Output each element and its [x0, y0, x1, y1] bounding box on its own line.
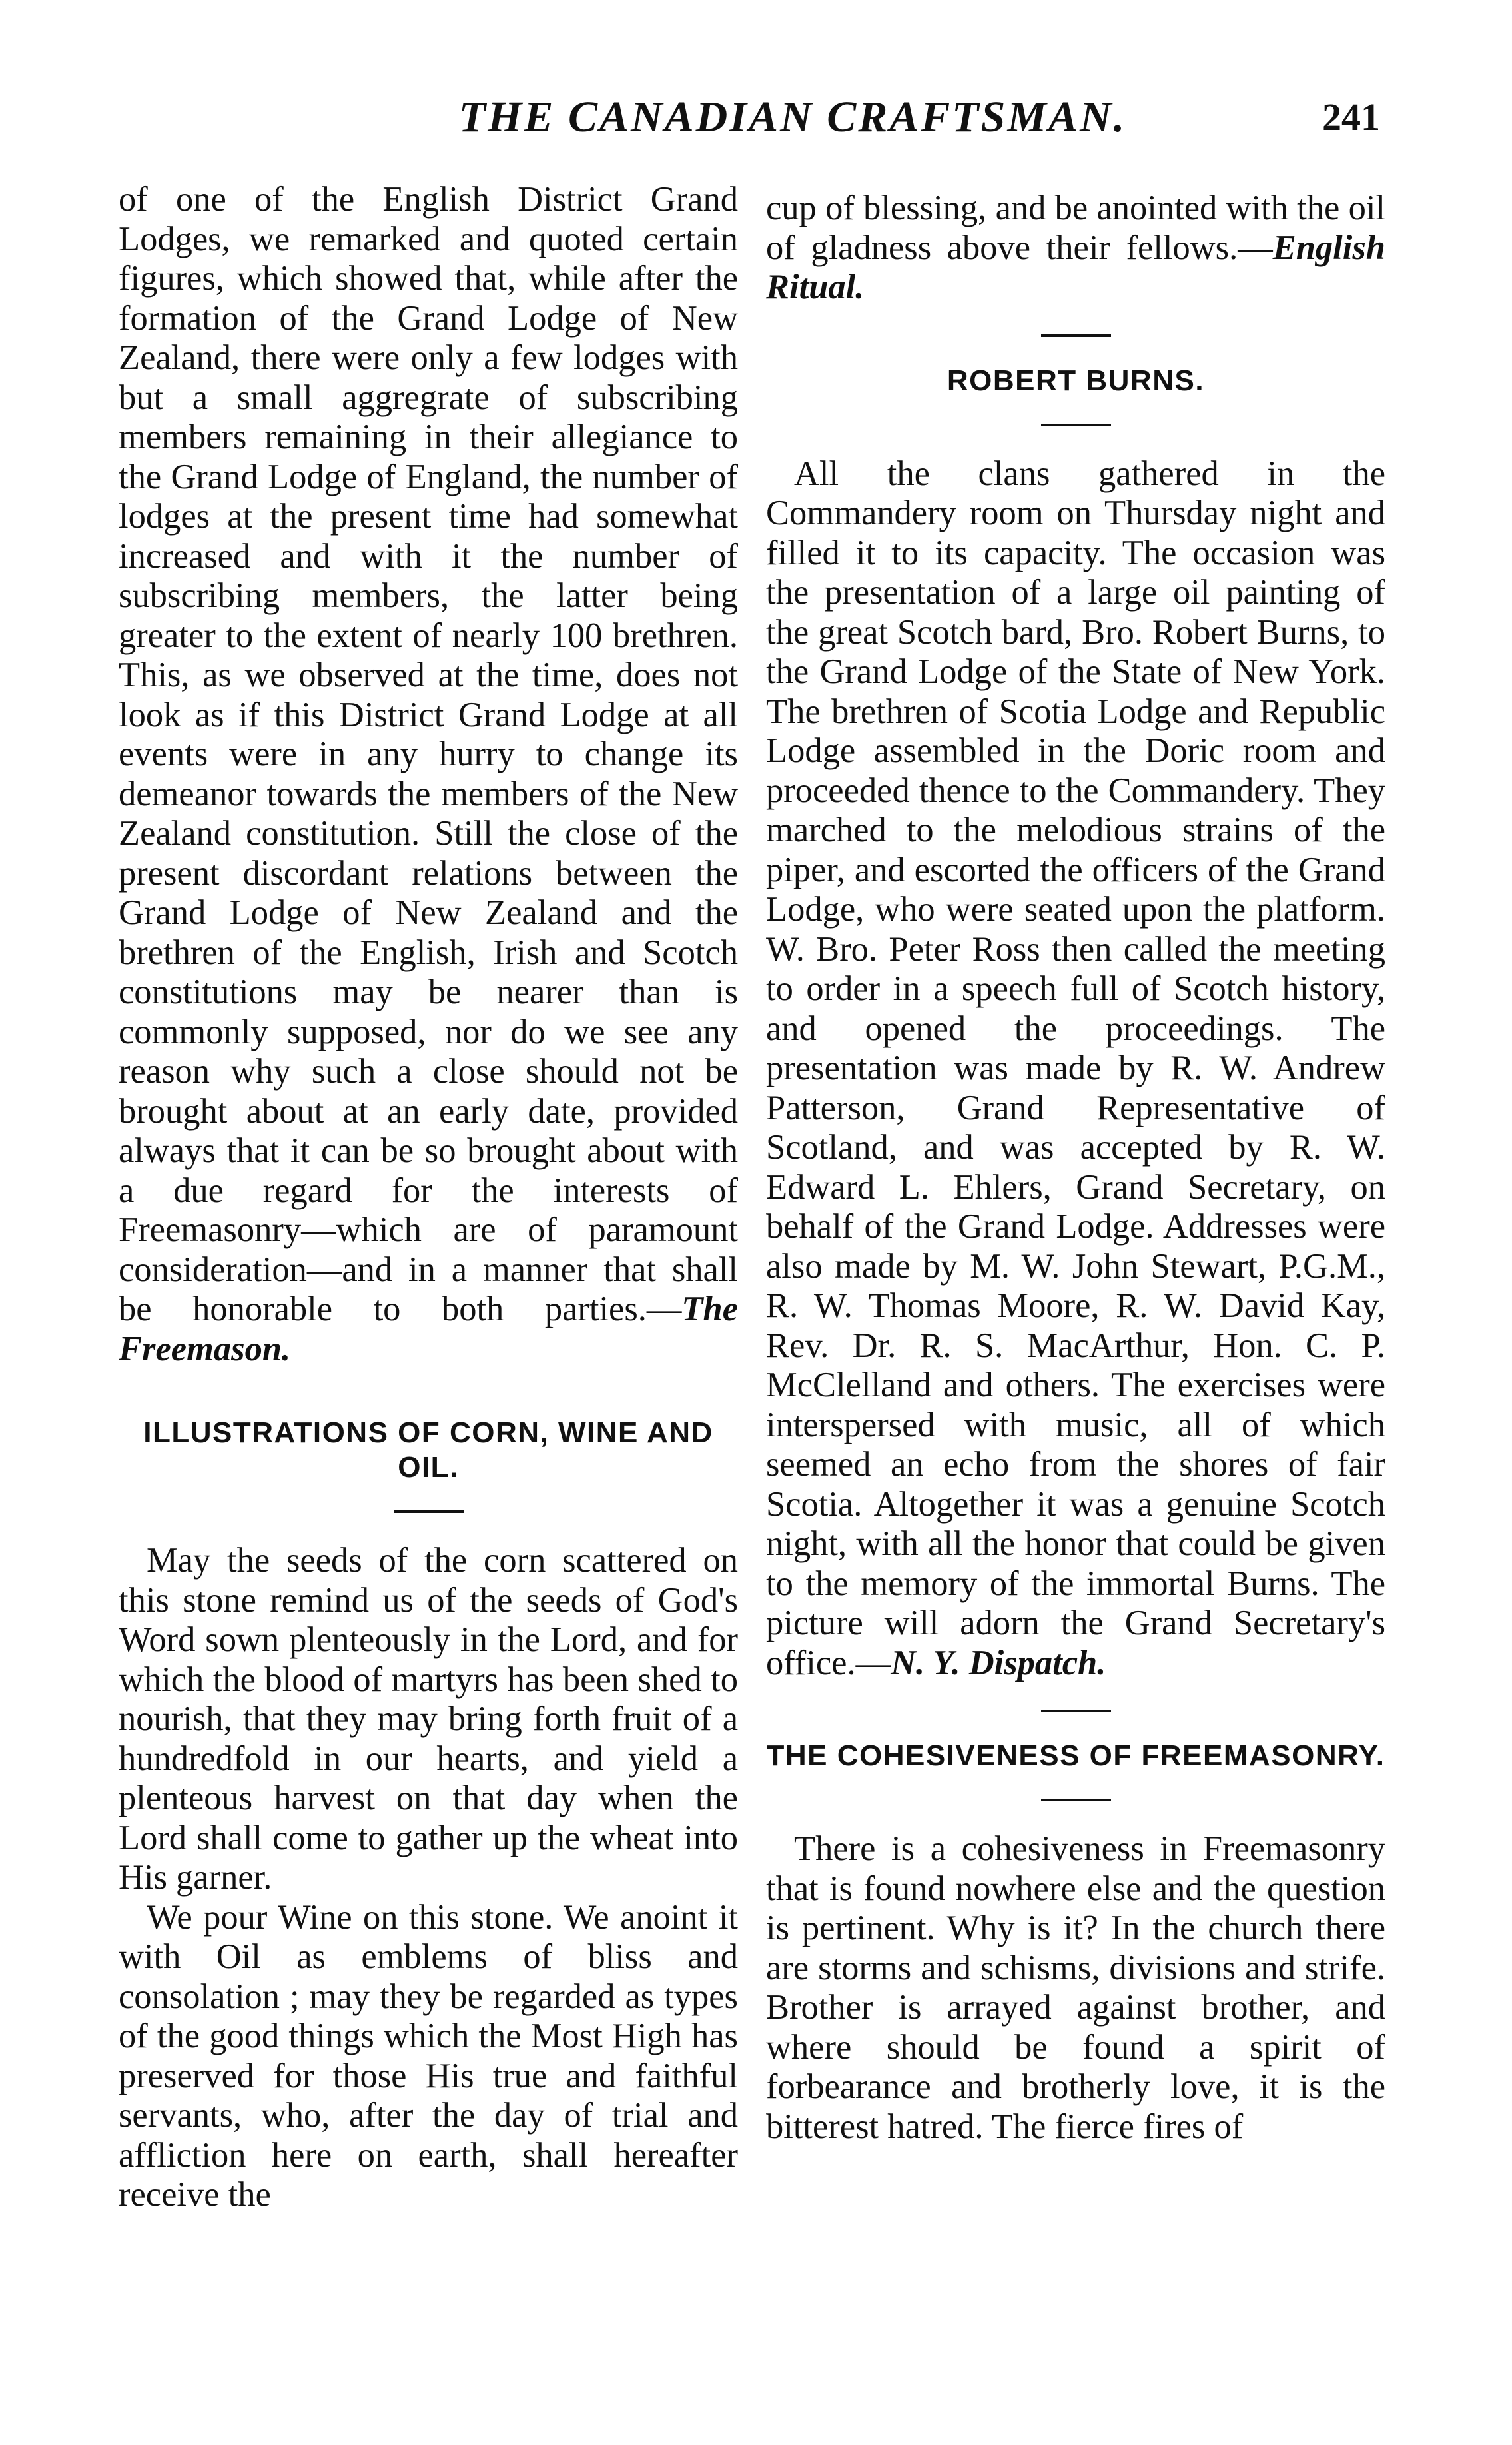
- article-paragraph: We pour Wine on this stone. We anoint it with Oil as emblems of bliss and consolation ; may they be regarded as types of the good things which the Most High has preserved for those His true and faithful servants, who, after the day of trial and affliction here on earth, shall hereafter receive the: [119, 1897, 738, 2214]
- continued-source: The Freemason.: [119, 1290, 738, 1368]
- section-gap: [119, 1369, 738, 1416]
- continued-source: English Ritual.: [766, 228, 1385, 306]
- heading-rule: [1041, 424, 1111, 426]
- article-heading-corn-wine-oil: ILLUSTRATIONS OF CORN, WINE AND OIL.: [143, 1416, 713, 1484]
- continued-text: cup of blessing, and be anointed with the oil of gladness above their fellows.—: [766, 189, 1385, 267]
- article-paragraph: [766, 454, 1385, 1684]
- page-number: 241: [1322, 95, 1380, 139]
- heading-rule: [394, 1510, 464, 1513]
- heading-rule: [1041, 1799, 1111, 1801]
- article-text: All the clans gathered in the Commandery room on Thursday night and filled it to its capacity. The occasion was the presentation of a large oil painting of the great Scotch bard, Bro. Robert Burns, to the Grand Lodge of the State of New York. The brethren of Scotia Lodge and Republic Lodge assembled in the Doric room and proceeded thence to the Commandery. They marched to the melodious strains of the piper, and escorted the officers of the Grand Lodge, who were seated upon the platform. W. Bro. Peter Ross then called the meeting to order in a speech full of Scotch history, and opened the proceedings. The presentation was made by R. W. Andrew Patterson, Grand Representative of Scotland, and was accepted by R. W. Edward L. Ehlers, Grand Secretary, on behalf of the Grand Lodge. Addresses were also made by M. W. John Stewart, P.G.M., R. W. Thomas Moore, R. W. David Kay, Rev. Dr. R. S. MacArthur, Hon. C. P. McClelland and others. The exercises were interspersed with music, all of which seemed an echo from the shores of fair Scotia. Altogether it was a genuine Scotch night, with all the honor that could be given to the memory of the immortal Burns. The picture will adorn the Grand Secretary's office.—: [766, 454, 1385, 1682]
- continued-paragraph: [119, 180, 738, 1369]
- right-column: [766, 189, 1385, 2147]
- left-column: [119, 180, 738, 2215]
- article-source: N. Y. Dispatch.: [891, 1643, 1106, 1682]
- article-heading-robert-burns: ROBERT BURNS.: [946, 364, 1205, 397]
- article-paragraph: There is a cohesiveness in Freemasonry that is found nowhere else and the question is pertinent. Why is it? In the church there are storms and schisms, divisions and strife. Brother is arrayed against brother, and where should be found a spirit of forbearance and brotherly love, it is the bitterest hatred. The fierce fires of: [766, 1829, 1385, 2146]
- article-paragraph: May the seeds of the corn scattered on this stone remind us of the seeds of God's Word sown plenteously in the Lord, and for which the blood of martyrs has been shed to nourish, that they may bring forth fruit of a hundredfold in our hearts, and yield a plenteous harvest on that day when the Lord shall come to gather up the wheat into His garner.: [119, 1541, 738, 1897]
- section-divider: [1041, 1710, 1111, 1712]
- continued-paragraph: [766, 189, 1385, 308]
- section-divider: [1041, 334, 1111, 337]
- running-head: [0, 92, 1512, 145]
- continued-text: of one of the English District Grand Lodges, we remarked and quoted certain figures, which showed that, while after the formation of the Grand Lodge of New Zealand, there were only a few lodges with but a small aggregrate of subscribing members remaining in their allegiance to the Grand Lodge of England, the number of lodges at the present time had somewhat increased and with it the number of subscribing members, the latter being greater to the extent of nearly 100 brethren. This, as we observed at the time, does not look as if this District Grand Lodge at all events were in any hurry to change its demeanor towards the members of the New Zealand constitution. Still the close of the present discordant relations between the Grand Lodge of New Zealand and the brethren of the English, Irish and Scotch constitutions may be nearer than is commonly supposed, nor do we see any reason why such a close should not be brought about at an early date, provided always that it can be so brought about with a due regard for the interests of Freemasonry—which are of paramount consideration—and in a manner that shall be honorable to both parties.—: [119, 180, 738, 1328]
- journal-title: THE CANADIAN CRAFTSMAN.: [458, 93, 1127, 141]
- article-heading-cohesiveness: THE COHESIVENESS OF FREEMASONRY.: [766, 1739, 1385, 1772]
